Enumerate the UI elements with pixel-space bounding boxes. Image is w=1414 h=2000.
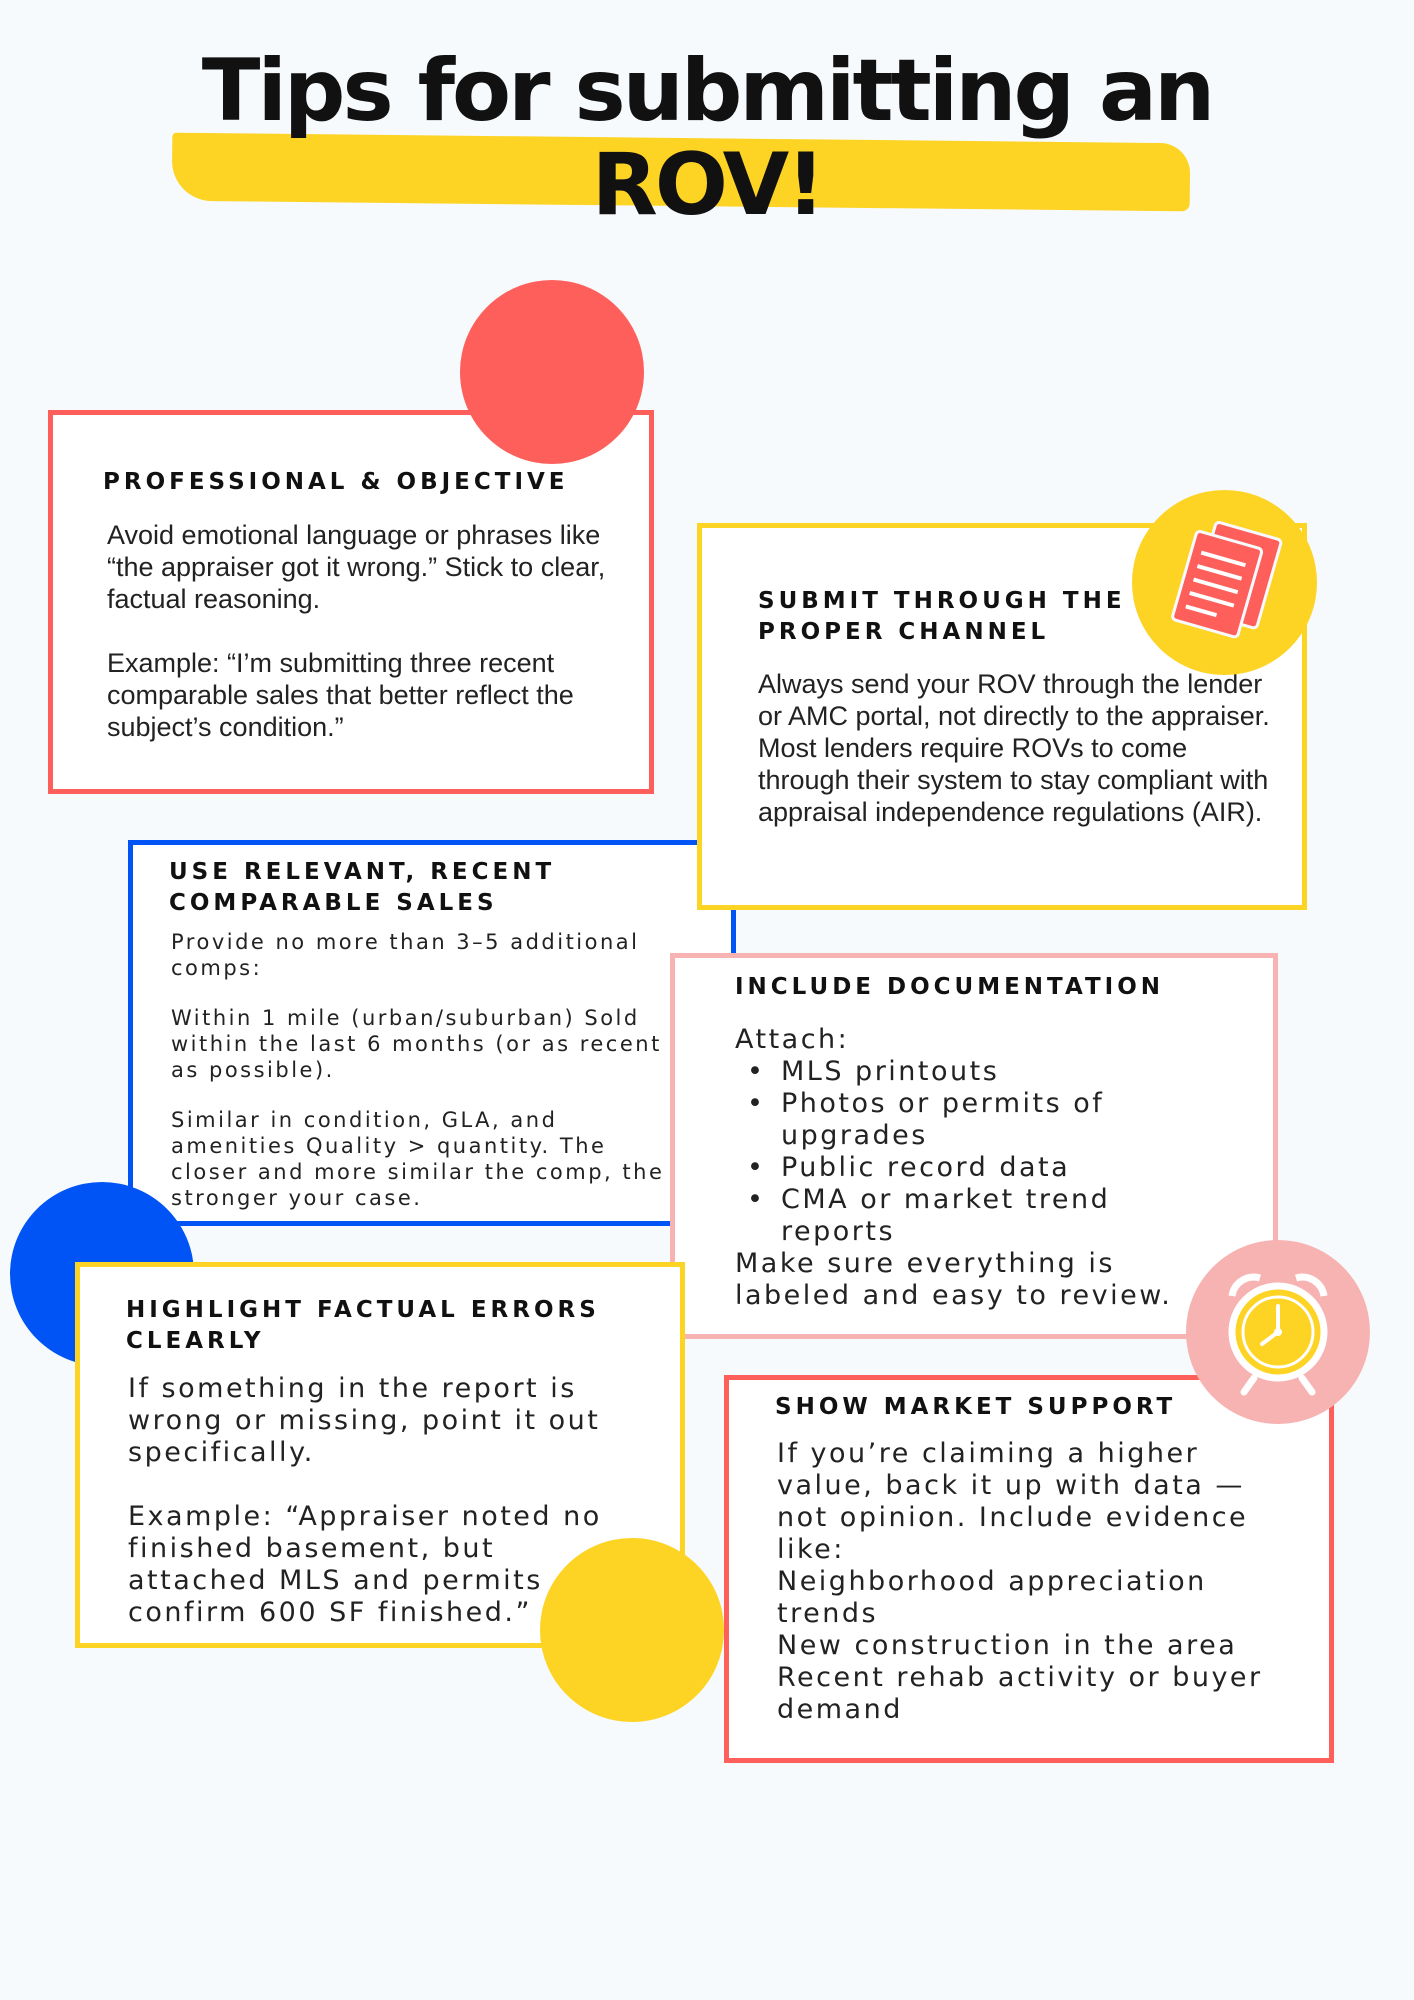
yellow-decorative-circle bbox=[540, 1538, 724, 1722]
page-title bbox=[120, 41, 1294, 235]
list-item: • Photos or permits of upgrades bbox=[735, 1088, 1195, 1152]
list-item: • Public record data bbox=[735, 1152, 1195, 1184]
body-paragraph: Within 1 mile (urban/suburban) Sold within the last 6 months (or as recent as possible). bbox=[171, 1006, 662, 1082]
card-market-support bbox=[724, 1375, 1334, 1763]
card-body bbox=[171, 929, 671, 1211]
coral-decorative-circle bbox=[460, 280, 644, 464]
card-heading: HIGHLIGHT FACTUAL ERRORS CLEARLY bbox=[126, 1297, 600, 1354]
body-paragraph: If you’re claiming a higher value, back it up with data — not opinion. Include evidence like: bbox=[777, 1438, 1249, 1565]
body-paragraph: Similar in condition, GLA, and amenities Quality > quantity. The closer and more similar the comp, the stronger your case. bbox=[171, 1108, 665, 1210]
alarm-clock-icon bbox=[1186, 1240, 1370, 1424]
body-paragraph: If something in the report is wrong or missing, point it out specifically. bbox=[128, 1373, 601, 1468]
card-body bbox=[107, 519, 617, 743]
attach-label: Attach: bbox=[735, 1024, 850, 1055]
list-item: • MLS printouts bbox=[735, 1056, 1195, 1088]
documentation-list bbox=[735, 1056, 1195, 1248]
title-line-1: Tips for submitting an bbox=[201, 41, 1213, 141]
body-paragraph: Provide no more than 3–5 additional comps: bbox=[171, 930, 640, 980]
example-paragraph: Example: “Appraiser noted no finished basement, but attached MLS and permits confirm 600 SF finished.” bbox=[128, 1501, 602, 1628]
pink-icon-circle bbox=[1186, 1240, 1370, 1424]
body-paragraph: Avoid emotional language or phrases like “the appraiser got it wrong.” Stick to clear, factual reasoning. bbox=[107, 520, 606, 614]
card-heading: SUBMIT THROUGH THE PROPER CHANNEL bbox=[758, 588, 1126, 645]
evidence-item: Neighborhood appreciation trends bbox=[777, 1566, 1207, 1629]
example-paragraph: Example: “I’m submitting three recent comparable sales that better reflect the subject’s condition.” bbox=[107, 648, 574, 742]
yellow-icon-circle bbox=[1132, 490, 1317, 675]
title-line-2: ROV! bbox=[591, 135, 823, 235]
card-body: Always send your ROV through the lender or AMC portal, not directly to the appraiser. Most lenders require ROVs to come through their system to stay compliant with appraisal independence regulations (AIR). bbox=[758, 669, 1270, 827]
card-heading: PROFESSIONAL & OBJECTIVE bbox=[103, 469, 569, 495]
evidence-item: New construction in the area bbox=[777, 1630, 1238, 1661]
card-heading: INCLUDE DOCUMENTATION bbox=[735, 974, 1165, 1000]
card-professional-objective bbox=[48, 410, 654, 794]
card-body bbox=[128, 1373, 618, 1629]
card-body bbox=[777, 1438, 1277, 1726]
document-icon bbox=[1132, 490, 1317, 675]
card-relevant-comps bbox=[128, 840, 736, 1226]
evidence-item: Recent rehab activity or buyer demand bbox=[777, 1662, 1263, 1725]
list-item: • CMA or market trend reports bbox=[735, 1184, 1195, 1248]
card-heading: SHOW MARKET SUPPORT bbox=[775, 1394, 1177, 1420]
closing-note: Make sure everything is labeled and easy to review. bbox=[735, 1248, 1173, 1311]
card-body bbox=[735, 1024, 1195, 1312]
card-heading: USE RELEVANT, RECENT COMPARABLE SALES bbox=[169, 859, 556, 916]
